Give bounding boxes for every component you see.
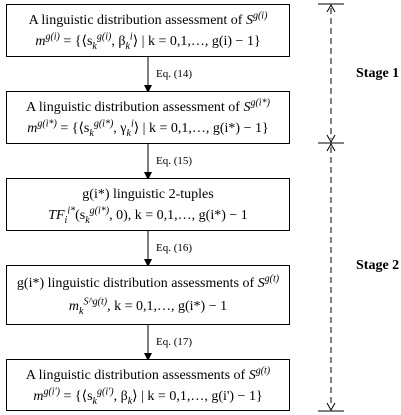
box-5-m-sup: g(i') [43, 386, 61, 398]
box-2-formula-tail: ⟩ | k = 0,1,…, g(i*) − 1} [133, 121, 269, 136]
box-2-s-sub: k [89, 127, 94, 139]
box-2-s-sup: g(i*) [93, 118, 114, 130]
box-1-m-sup: g(i) [45, 31, 60, 43]
box-3-args: (s [75, 208, 86, 223]
box-1-beta: , β [111, 34, 126, 49]
box-3-TF-sub: i [64, 214, 68, 226]
box-5-beta: , β [113, 389, 128, 404]
eq-15-label: Eq. (15) [156, 155, 193, 167]
stage-1-label: Stage 1 [356, 66, 400, 81]
box-2 [6, 91, 290, 144]
box-5-s-sub: k [92, 395, 97, 407]
box-2-m-sup: g(i*) [37, 118, 57, 130]
box-5-S: S [248, 368, 256, 383]
box-1-m: m [35, 34, 46, 49]
box-4-formula-tail: , k = 0,1,…, g(i*) − 1 [107, 299, 228, 314]
box-2-gamma-sub: k [126, 127, 131, 139]
box-4-m-sup: S^g(t) [83, 296, 108, 308]
box-5 [6, 359, 290, 411]
box-3-formula-tail: , 0), k = 0,1,…, g(i*) − 1 [109, 208, 248, 223]
box-3-TF: TF [48, 208, 65, 223]
box-2-gamma-sup: i [130, 118, 134, 130]
box-3-s-sup: g(i*) [89, 205, 110, 217]
box-5-formula-tail: ⟩ | k = 0,1,…, g(i') − 1} [132, 389, 263, 404]
box-1-title: A linguistic distribution assessment of [28, 13, 243, 28]
box-2-gamma: , γ [113, 121, 127, 136]
box-2-S: S [243, 100, 251, 115]
box-4-S-sup: g(t) [264, 273, 280, 285]
stage2-down-arrowhead [327, 403, 335, 410]
box-1-S: S [245, 13, 253, 28]
box-4 [6, 265, 290, 325]
box-1-beta-sup: i [129, 31, 133, 43]
box-5-title: A linguistic distribution assessments of [25, 368, 246, 383]
box-3 [6, 178, 290, 231]
stage-2-label: Stage 2 [356, 258, 400, 273]
box-5-m: m [33, 389, 44, 404]
box-5-beta-sub: k [127, 395, 133, 407]
box-4-title: g(i*) linguistic distribution assessments of [16, 276, 255, 291]
box-4-S: S [257, 276, 265, 291]
box-3-title: g(i*) linguistic 2-tuples [82, 187, 214, 202]
box-1-formula-tail: ⟩ | k = 0,1,…, g(i) − 1} [132, 34, 261, 49]
box-2-title: A linguistic distribution assessment of [26, 100, 240, 115]
eq-16-label: Eq. (16) [156, 242, 193, 254]
box-5-S-sup: g(t) [255, 365, 271, 377]
box-2-S-sup: g(i*) [250, 97, 270, 109]
box-3-TF-sup: i* [67, 205, 76, 217]
box-1-beta-sub: k [125, 40, 130, 52]
box-2-m: m [27, 121, 38, 136]
eq-17-label: Eq. (17) [156, 336, 193, 348]
box-1-s-sup: g(i) [96, 31, 112, 43]
box-3-s-sub: k [85, 214, 90, 226]
eq-14-label: Eq. (14) [156, 68, 193, 80]
box-5-s-sup: g(i') [97, 386, 114, 398]
box-1-S-sup: g(i) [252, 10, 268, 22]
box-4-m: m [68, 299, 79, 314]
box-1-formula-body: = {⟨s [63, 34, 93, 49]
box-5-formula-body: = {⟨s [63, 389, 93, 404]
box-1 [6, 4, 290, 57]
box-1-s-sub: k [92, 40, 97, 52]
box-4-m-sub: k [78, 305, 84, 317]
box-2-formula-body: = {⟨s [60, 121, 90, 136]
